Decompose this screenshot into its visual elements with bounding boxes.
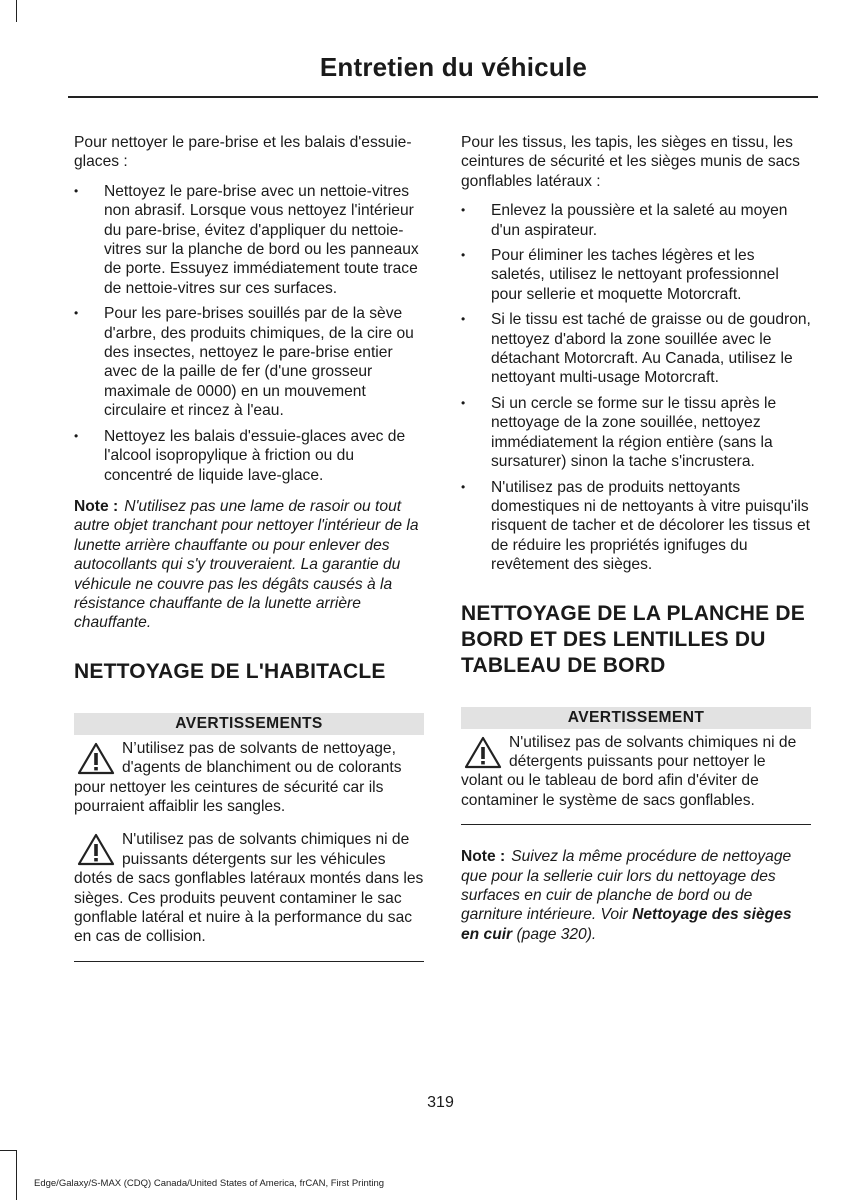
- warning-triangle-icon: [463, 735, 503, 771]
- warning-item: [461, 733, 811, 811]
- warnings-end-rule: [74, 961, 424, 962]
- warning-text: N'utilisez pas de solvants chimiques ni de détergents puissants pour nettoyer le volant ou le tableau de bord afin d'éviter de contaminer le système de sacs gonflables.: [461, 733, 797, 809]
- list-item: • N'utilisez pas de produits nettoyants domestiques ni de nettoyants à vitre puisqu'ils risquent de tacher et de décolorer les tissus et de réduire les propriétés ignifuges du revêtement des sièges.: [461, 478, 811, 575]
- right-bullet-list: [461, 201, 811, 574]
- section-title-planche-de-bord: NETTOYAGE DE LA PLANCHE DE BORD ET DES LENTILLES DU TABLEAU DE BORD: [461, 601, 805, 677]
- warning-item: [74, 739, 424, 817]
- right-intro: Pour les tissus, les tapis, les sièges en tissu, les ceintures de sécurité et les sièges munis de sacs gonflables latéraux :: [461, 134, 800, 190]
- cross-reference-link[interactable]: Nettoyage des sièges en cuir: [461, 906, 792, 943]
- list-item: • Nettoyez le pare-brise avec un nettoie-vitres non abrasif. Lorsque vous nettoyez l'intérieur du pare-brise, évitez d'appliquer du nettoie-vitres sur la planche de bord ou les panneaux de porte. Essuyez immédiatement toute trace de nettoie-vitres sur ces surfaces.: [74, 182, 424, 298]
- page-number: 319: [427, 1094, 454, 1111]
- warning-triangle-icon: [76, 832, 116, 868]
- left-bullet-list: [74, 182, 424, 485]
- list-item: • Pour éliminer les taches légères et les saletés, utilisez le nettoyant professionnel pour sellerie et moquette Motorcraft.: [461, 246, 811, 304]
- section-title-habitacle: NETTOYAGE DE L'HABITACLE: [74, 659, 386, 683]
- crop-mark-top: [16, 0, 17, 22]
- page-title: Entretien du véhicule: [319, 52, 587, 82]
- right-note: [461, 847, 811, 944]
- list-item: • Si le tissu est taché de graisse ou de goudron, nettoyez d'abord la zone souillée avec le détachant Motorcraft. Au Canada, utilisez le nettoyant multi-usage Motorcraft.: [461, 310, 811, 388]
- list-item: • Enlevez la poussière et la saleté au moyen d'un aspirateur.: [461, 201, 811, 240]
- warning-text: N’utilisez pas de solvants de nettoyage, d'agents de blanchiment ou de colorants pour nettoyer les ceintures de sécurité car ils pourraient affaiblir les sangles.: [74, 739, 402, 815]
- left-column: [74, 133, 424, 962]
- left-note: [74, 497, 424, 633]
- warning-text: N'utilisez pas de solvants chimiques ni de puissants détergents sur les véhicules dotés de sacs gonflables latéraux montés dans les sièges. Ces produits peuvent contaminer le sac gonflable latéral et nuire à la performance du sac en cas de collision.: [74, 831, 424, 946]
- list-item: • Nettoyez les balais d'essuie-glaces avec de l'alcool isopropylique à friction ou du concentré de liquide lave-glace.: [74, 427, 424, 485]
- warning-title: AVERTISSEMENT: [461, 707, 811, 729]
- left-intro: Pour nettoyer le pare-brise et les balais d'essuie-glaces :: [74, 134, 412, 171]
- note-label: Note :: [461, 848, 506, 866]
- crop-mark-bottom-vertical: [16, 1150, 17, 1200]
- note-text: Suivez la même procédure de nettoyage que pour la sellerie cuir lors du nettoyage des surfaces en cuir de planche de bord ou de garniture intérieure. Voir: [461, 848, 792, 924]
- note-text: N'utilisez pas une lame de rasoir ou tout autre objet tranchant pour nettoyer l'intérieur de la lunette arrière chauffante ou pour enlever des autocollants qui s'y trouveraient. La garantie du véhicule ne couvre pas les dégâts causés à la résistance chauffante de la lunette arrière chauffante.: [74, 497, 419, 632]
- list-item: • Pour les pare-brises souillés par de la sève d'arbre, des produits chimiques, de la cire ou des insectes, nettoyez le pare-brise entier avec de la paille de fer (d'une grosseur maximale de 0000) en un mouvement circulaire et rincez à l'eau.: [74, 304, 424, 420]
- note-label: Note :: [74, 497, 119, 515]
- list-item: • Si un cercle se forme sur le tissu après le nettoyage de la zone souillée, nettoyez immédiatement la région entière (sans la sursaturer) sinon la tache s'incrustera.: [461, 394, 811, 472]
- crop-mark-bottom-horizontal: [0, 1150, 16, 1151]
- cross-reference-page: (page 320).: [516, 925, 597, 943]
- warning-end-rule: [461, 824, 811, 825]
- header-rule: [68, 96, 818, 98]
- right-column: [461, 133, 811, 954]
- warning-triangle-icon: [76, 741, 116, 777]
- footer-text: Edge/Galaxy/S-MAX (CDQ) Canada/United States of America, frCAN, First Printing: [34, 1178, 385, 1189]
- warning-item: [74, 830, 424, 946]
- warnings-title: AVERTISSEMENTS: [74, 713, 424, 735]
